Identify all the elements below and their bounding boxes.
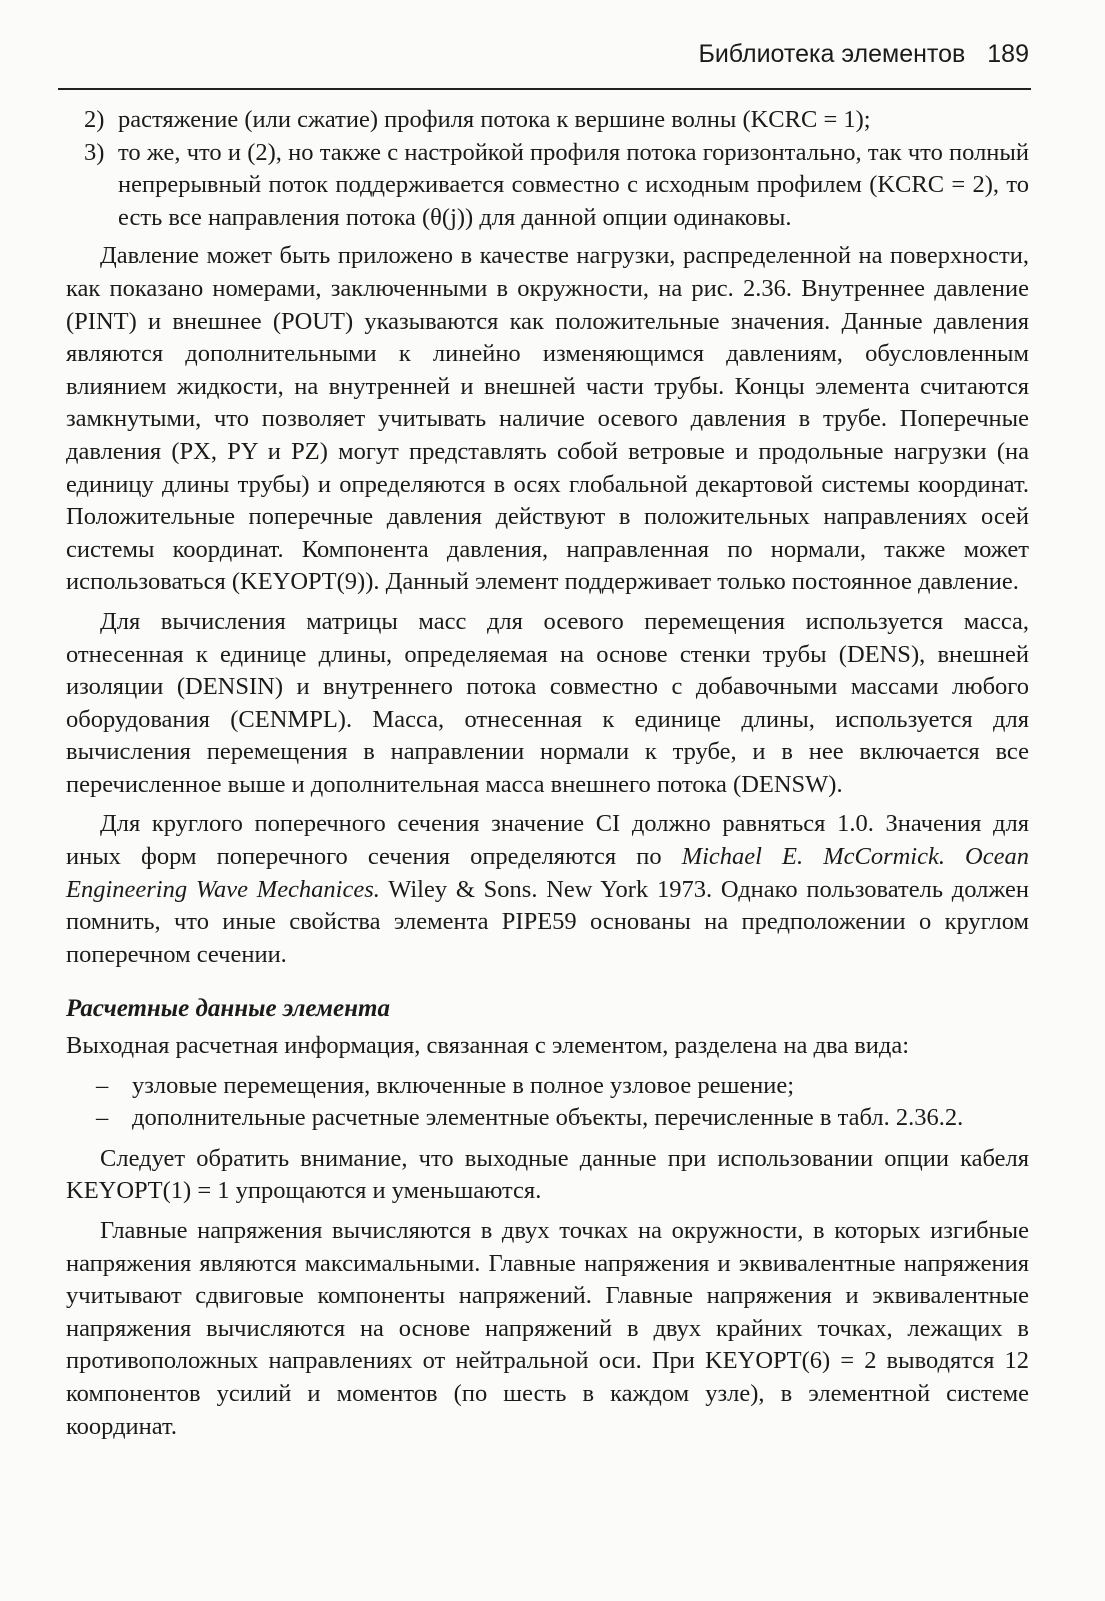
list-item-text: растяжение (или сжатие) профиля потока к вершине волны (KCRC = 1);: [118, 106, 871, 133]
section-heading: Расчетные данные элемента: [66, 995, 390, 1023]
cross-section-text-before: Для круглого поперечного сечения значение CI должно равняться 1.0. Значения для иных форм поперечного сечения определяются по: [66, 810, 1029, 871]
dash-marker: –: [96, 1071, 109, 1099]
list-item-text: то же, что и (2), но также с настройкой профиля потока горизонтально, так что полный непрерывный поток поддерживается совместно с исходным профилем (KCRC = 2), то есть все направления потока (θ(j)) для данной опции одинаковы.: [118, 138, 1029, 231]
paragraph-mass: Для вычисления матрицы масс для осевого перемещения используется масса, отнесенная к единице длины, определяемая на основе стенки трубы (DENS), внешней изоляции (DENSIN) и внутреннего потока совместно с добавочными массами любого оборудования (CENMPL). Масса, отнесенная к единице длины, используется для вычисления перемещения в направлении нормали к трубе, и в нее включается все перечисленное выше и дополнительная масса внешнего потока (DENSW).: [66, 607, 1029, 798]
running-header: [56, 40, 1029, 80]
citation: Michael E. McCormick. Ocean Engineering Wave Mechanices.: [66, 843, 1029, 903]
page-body: [66, 104, 1029, 1450]
list-marker: 2): [84, 106, 105, 133]
dash-item-text: узловые перемещения, включенные в полное узловое решение;: [132, 1071, 795, 1099]
dash-list: [66, 1070, 1029, 1135]
paragraph-pressure: Давление может быть приложено в качестве нагрузки, распределенной на поверхности, как показано номерами, заключенными в окружности, на рис. 2.36. Внутреннее давление (PINT) и внешнее (POUT) указываются как положительные значения. Данные давления являются дополнительными к линейно изменяющимся давлениям, обусловленным влиянием жидкости, на внутренней и внешней части трубы. Концы элемента считаются замкнутыми, что позволяет учитывать наличие осевого давления в трубе. Поперечные давления (PX, PY и PZ) могут представлять собой ветровые и продольные нагрузки (на единицу длины трубы) и определяются в осях глобальной декартовой системы координат. Положительные поперечные давления действуют в положительных направлениях осей системы координат. Компонента давления, направленная по нормали, также может использоваться (KEYOPT(9)). Данный элемент поддерживает только постоянное давление.: [66, 242, 1029, 596]
dash-list-item: [66, 1102, 1029, 1135]
list-item: [66, 104, 1029, 137]
numbered-list: [66, 104, 1029, 234]
dash-marker: –: [96, 1104, 109, 1132]
section-title: Библиотека элементов: [698, 40, 966, 68]
dash-list-item: [66, 1070, 1029, 1103]
paragraph-cable-option: Следует обратить внимание, что выходные данные при использовании опции кабеля KEYOPT(1) = 1 упрощаются и уменьшаются.: [66, 1144, 1029, 1205]
list-marker: 3): [84, 138, 105, 166]
section-intro: Выходная расчетная информация, связанная с элементом, разделена на два вида:: [66, 1032, 910, 1060]
paragraph-principal-stresses: Главные напряжения вычисляются в двух точках на окружности, в которых изгибные напряжения являются максимальными. Главные напряжения и эквивалентные напряжения учитывают сдвиговые компоненты напряжений. Главные напряжения и эквивалентные напряжения вычисляются на основе напряжений в двух крайних точках, лежащих в противоположных направлениях от нейтральной оси. При KEYOPT(6) = 2 выводятся 12 компонентов усилий и моментов (по шесть в каждом узле), в элементной системе координат.: [66, 1217, 1029, 1440]
paragraph-cross-section: [66, 808, 1029, 971]
page-number: 189: [987, 40, 1029, 68]
cross-section-text-after: Wiley & Sons. New York 1973. Однако пользователь должен помнить, что иные свойства элемента PIPE59 основаны на предположении о круглом поперечном сечении.: [66, 875, 1029, 968]
dash-item-text: дополнительные расчетные элементные объекты, перечисленные в табл. 2.36.2.: [132, 1104, 964, 1132]
header-rule: [58, 88, 1031, 90]
list-item: [66, 137, 1029, 235]
